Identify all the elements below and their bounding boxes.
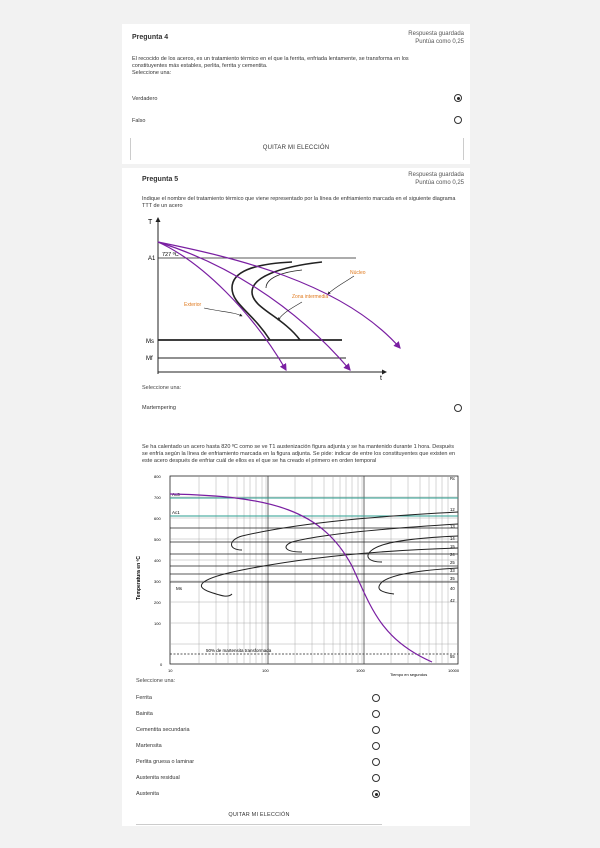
option-bainita-label[interactable]: Bainita <box>136 711 153 717</box>
svg-text:400: 400 <box>154 558 161 563</box>
option-falso-label[interactable]: Falso <box>132 118 146 124</box>
question-5-title: Pregunta 5 <box>142 176 179 183</box>
option-cementita-radio[interactable] <box>372 726 380 734</box>
svg-text:600: 600 <box>154 516 161 521</box>
svg-text:200: 200 <box>154 600 161 605</box>
ms-label: Ms <box>176 586 182 591</box>
question-6-text-line3: este acero después de enfriar cuál de ellos es el que se ha creado el primero en orden temporal <box>142 458 377 464</box>
option-cementita-label[interactable]: Cementita secundaria <box>136 727 190 733</box>
select-one-label: Seleccione una: <box>136 678 176 684</box>
temp-label: 727 ºC <box>162 252 179 258</box>
select-one-label: Seleccione una: <box>142 385 182 391</box>
option-perlita-label[interactable]: Perlita gruesa o laminar <box>136 759 195 765</box>
martensite-50-label: 50% de martensita transformada <box>206 648 272 653</box>
option-austenita-residual-label[interactable]: Austenita residual <box>136 775 180 781</box>
question-4-card <box>122 24 470 164</box>
svg-text:500: 500 <box>154 537 161 542</box>
ttt-diagram <box>142 212 402 382</box>
svg-text:0: 0 <box>160 662 163 667</box>
c-curve-end <box>252 262 322 340</box>
svg-text:Rc: Rc <box>450 476 456 481</box>
svg-text:40: 40 <box>450 586 455 591</box>
status-score: Puntúa como 0,25 <box>415 180 464 186</box>
question-6-card <box>122 440 470 826</box>
nucleo-pointer <box>328 276 354 294</box>
svg-text:100: 100 <box>154 621 161 626</box>
svg-text:800: 800 <box>154 474 161 479</box>
y-axis-label: Temperatura en ºC <box>136 556 142 600</box>
svg-text:33: 33 <box>450 568 455 573</box>
exterior-pointer <box>204 308 242 316</box>
question-4-text <box>132 56 462 77</box>
status-score: Puntúa como 0,25 <box>415 39 464 45</box>
question-5-text-line2: TTT de un acero <box>142 203 183 209</box>
svg-text:42: 42 <box>450 598 455 603</box>
svg-text:55: 55 <box>450 654 455 659</box>
question-5-status <box>408 171 464 187</box>
status-saved: Respuesta guardada <box>408 172 464 178</box>
clear-choice-button[interactable]: QUITAR MI ELECCIÓN <box>262 145 330 151</box>
clear-choice-button[interactable]: QUITAR MI ELECCIÓN <box>228 812 290 818</box>
question-4-text-line2: constituyentes más estables, perlita, ferrita y cementita. <box>132 63 268 69</box>
exterior-label: Exterior <box>184 302 202 308</box>
svg-text:1000: 1000 <box>356 668 365 673</box>
a1-label: A1 <box>148 256 156 262</box>
cct-diagram <box>132 470 462 678</box>
option-austenita-radio[interactable] <box>372 790 380 798</box>
y-ticks <box>154 474 163 667</box>
svg-text:14: 14 <box>450 536 455 541</box>
option-verdadero-label[interactable]: Verdadero <box>132 96 158 102</box>
question-4-text-line1: El recocido de los aceros, es un tratamiento térmico en el que la ferrita, enfriada lentamente, se transforma en los <box>132 56 409 62</box>
option-perlita-radio[interactable] <box>372 758 380 766</box>
select-one-label: Seleccione una: <box>132 70 172 76</box>
question-6-text-line2: se enfría según la línea de enfriamiento marcada en la figura adjunta. Se pide: indicar de entre los constituyentes que existen en <box>142 451 456 457</box>
ms-label: Ms <box>146 339 154 345</box>
status-saved: Respuesta guardada <box>408 31 464 37</box>
svg-text:300: 300 <box>154 579 161 584</box>
svg-text:10: 10 <box>168 668 173 673</box>
option-ferrita-label[interactable]: Ferrita <box>136 695 152 701</box>
svg-text:35: 35 <box>450 576 455 581</box>
question-6-text-line1: Se ha calentado un acero hasta 820 ºC como se ve T1 austenización figura adjunta y se ha mantenido durante 1 hora. Después <box>142 444 454 450</box>
option-ferrita-radio[interactable] <box>372 694 380 702</box>
option-falso-radio[interactable] <box>454 116 462 124</box>
mf-label: Mf <box>146 356 153 362</box>
svg-text:24: 24 <box>450 552 455 557</box>
x-axis-label: Tiempo en segundos <box>390 672 428 677</box>
question-5-text <box>142 196 464 210</box>
zona-label: Zona intermedia <box>292 294 329 300</box>
cooling-curve-exterior <box>158 242 286 370</box>
option-austenita-residual-radio[interactable] <box>372 774 380 782</box>
svg-text:13: 13 <box>450 524 455 529</box>
ac1-label: Ac1 <box>172 510 180 515</box>
zona-pointer <box>278 302 302 320</box>
question-6-text <box>142 444 468 465</box>
option-martempering-label[interactable]: Martempering <box>142 405 176 411</box>
svg-text:100: 100 <box>262 668 269 673</box>
svg-text:12: 12 <box>450 507 455 512</box>
option-austenita-label[interactable]: Austenita <box>136 791 159 797</box>
ac3-label: Ac3 <box>172 492 180 497</box>
option-martensita-label[interactable]: Martensita <box>136 743 162 749</box>
option-martempering-radio[interactable] <box>454 404 462 412</box>
nucleo-label: Núcleo <box>350 270 366 276</box>
option-bainita-radio[interactable] <box>372 710 380 718</box>
option-martensita-radio[interactable] <box>372 742 380 750</box>
t-axis-label: T <box>148 219 153 226</box>
option-verdadero-radio[interactable] <box>454 94 462 102</box>
time-axis-label: t <box>380 375 382 382</box>
question-4-status <box>408 30 464 46</box>
question-5-card <box>122 168 470 440</box>
svg-text:25: 25 <box>450 560 455 565</box>
svg-text:10000: 10000 <box>448 668 460 673</box>
svg-text:15: 15 <box>450 544 455 549</box>
question-5-text-line1: Indique el nombre del tratamiento térmico que viene representado por la línea de enfriamiento marcada en el siguiente diagrama <box>142 196 456 202</box>
question-4-title: Pregunta 4 <box>132 34 169 41</box>
svg-text:700: 700 <box>154 495 161 500</box>
